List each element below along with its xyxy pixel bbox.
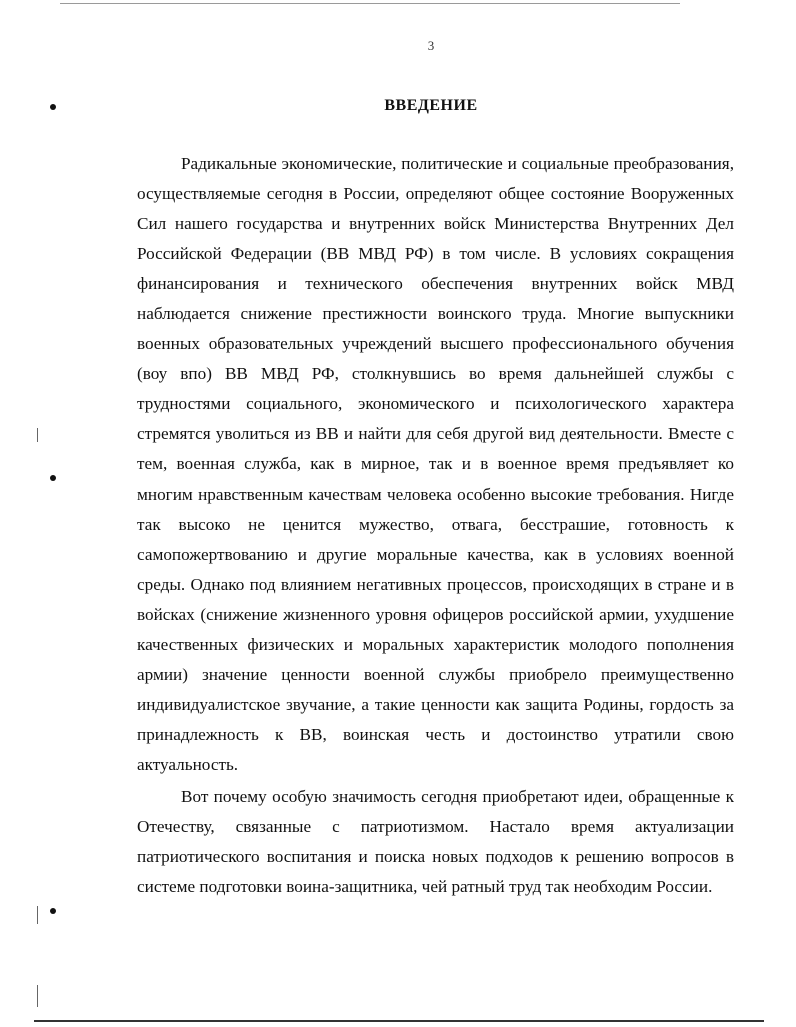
page-number: 3 (427, 38, 435, 53)
scan-line (37, 985, 38, 1007)
top-rule (60, 3, 680, 4)
scan-dot (50, 908, 56, 914)
scan-dot (50, 475, 56, 481)
page-title: ВВЕДЕНИЕ (384, 97, 478, 114)
paragraph-2: Вот почему особую значимость сегодня приобретают идеи, обращенные к Отечеству, связанные с патриотизмом. Настало время актуализации патриотического воспитания и поиска новых подходов к решению вопросов в системе подготовки воина-защитника, чей ратный труд так необходим России. (137, 786, 734, 897)
bottom-rule (34, 1020, 764, 1022)
body-text (137, 149, 734, 902)
scan-dot (50, 104, 56, 110)
scan-line (37, 906, 38, 924)
paragraph-1: Радикальные экономические, политические и социальные преобразования, осуществляемые сегодня в России, определяют общее состояние Вооруженных Сил нашего государства и внутренних войск Министерства Внутренних Дел Российской Федерации (ВВ МВД РФ) в том числе. В условиях сокращения финансирования и технического обеспечения внутренних войск МВД наблюдается снижение престижности воинского труда. Многие выпускники военных образовательных учреждений высшего профессионального обучения (воу впо) ВВ МВД РФ, столкнувшись во время дальнейшей службы с трудностями социального, экономического и психологического характера стремятся уволиться из ВВ и найти для себя другой вид деятельности. Вместе с тем, военная служба, как в мирное, так и в военное время предъявляет ко многим нравственным качествам человека особенно высокие требования. Нигде так высоко не ценится мужество, отвага, бесстрашие, готовность к самопожертвованию и другие моральные качества, как в условиях военной среды. Однако под влиянием негативных процессов, происходящих в стране и в войсках (снижение жизненного уровня офицеров российской армии, ухудшение качественных физических и моральных характеристик молодого пополнения армии) значение ценности военной службы приобрело преимущественно индивидуалистское звучание, а такие ценности как защита Родины, гордость за принадлежность к ВВ, воинская честь и достоинство утратили свою актуальность. (137, 154, 734, 774)
scan-line (37, 428, 38, 442)
